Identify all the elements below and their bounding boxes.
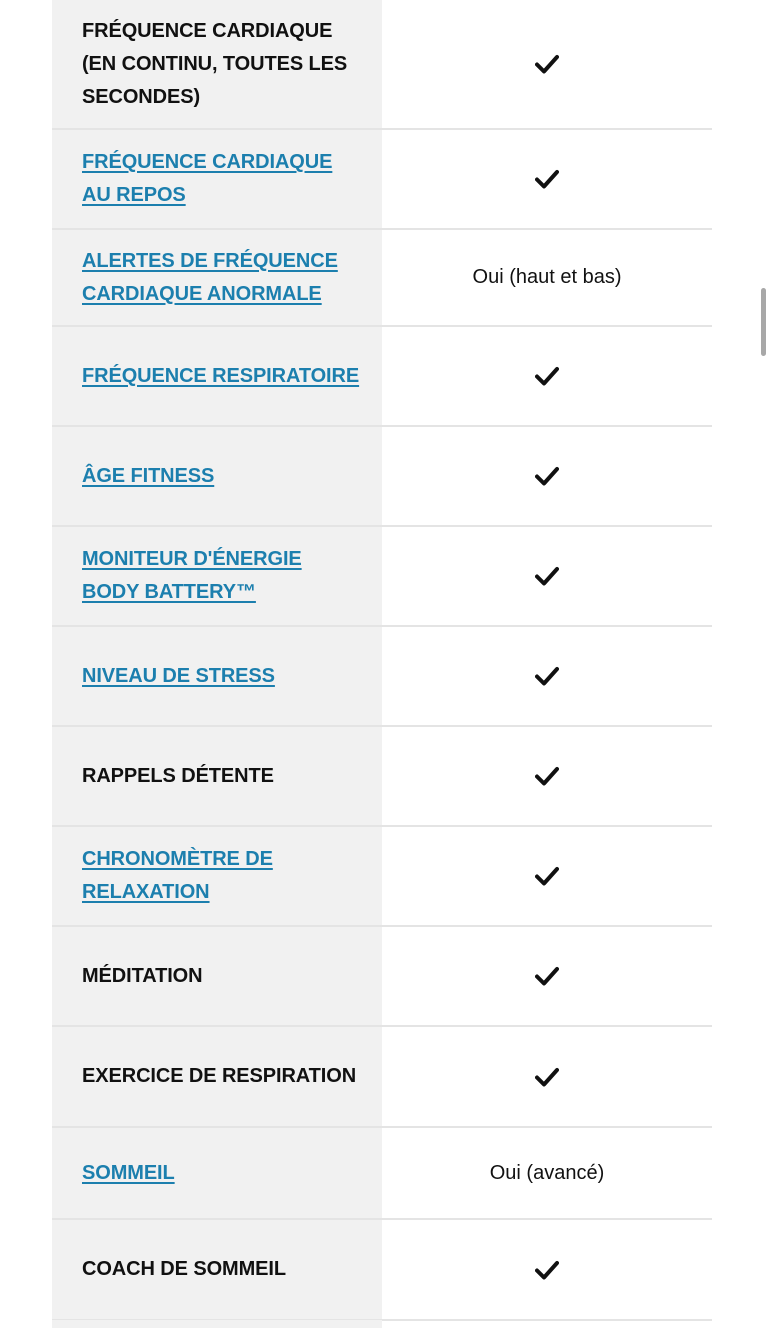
value-cell [382,327,712,425]
table-row [52,1128,712,1220]
checkmark-icon [535,866,559,886]
value-cell [382,1220,712,1319]
feature-cell [52,927,382,1025]
feature-cell [52,130,382,228]
feature-cell [52,1128,382,1218]
feature-cell [52,327,382,425]
checkmark-icon [535,766,559,786]
feature-link-resting-heart-rate[interactable]: FRÉQUENCE CARDIAQUE AU REPOS [82,151,333,206]
feature-cell [52,427,382,525]
feature-cell [52,627,382,725]
feature-cell [52,1027,382,1126]
table-row [52,927,712,1027]
feature-cell [52,827,382,925]
table-row [52,0,712,130]
feature-link-stress-level[interactable]: NIVEAU DE STRESS [82,664,275,687]
value-cell [382,1027,712,1126]
feature-link-relaxation-timer[interactable]: CHRONOMÈTRE DE RELAXATION [82,848,273,903]
scrollbar-thumb[interactable] [761,288,766,356]
checkmark-icon [535,54,559,74]
value-cell [382,0,712,128]
table-row [52,427,712,527]
next-row-partial [52,1320,382,1328]
checkmark-icon [535,1067,559,1087]
feature-label-meditation: MÉDITATION [82,964,203,987]
checkmark-icon [535,966,559,986]
feature-cell [52,727,382,825]
table-row [52,130,712,230]
value-cell [382,527,712,625]
checkmark-icon [535,169,559,189]
feature-label-sleep-coach: COACH DE SOMMEIL [82,1258,286,1280]
checkmark-icon [535,466,559,486]
value-cell [382,427,712,525]
checkmark-icon [535,566,559,586]
value-cell [382,230,712,325]
feature-label-heart-rate-continuous: FRÉQUENCE CARDIAQUE (EN CONTINU, TOUTES LES SECONDES) [82,19,348,108]
feature-link-fitness-age[interactable]: ÂGE FITNESS [82,464,215,487]
value-cell [382,727,712,825]
table-row [52,230,712,327]
checkmark-icon [535,666,559,686]
checkmark-icon [535,1260,559,1280]
table-row [52,1027,712,1128]
feature-comparison-table [52,0,712,1321]
feature-cell [52,1220,382,1319]
value-cell [382,627,712,725]
feature-label-relax-reminders: RAPPELS DÉTENTE [82,764,274,787]
value-text: Oui (avancé) [489,1161,605,1184]
feature-cell [52,0,382,128]
table-row [52,727,712,827]
value-cell [382,130,712,228]
feature-label-breathwork: EXERCICE DE RESPIRATION [82,1065,357,1087]
feature-link-sleep[interactable]: SOMMEIL [82,1161,175,1184]
feature-cell [52,527,382,625]
feature-link-body-battery[interactable]: MONITEUR D'ÉNERGIE BODY BATTERY™ [82,548,302,603]
feature-cell [52,230,382,325]
value-cell [382,927,712,1025]
value-cell [382,827,712,925]
feature-link-abnormal-heart-rate-alerts[interactable]: ALERTES DE FRÉQUENCE CARDIAQUE ANORMALE [82,249,338,305]
checkmark-icon [535,366,559,386]
value-cell [382,1128,712,1218]
table-row [52,1220,712,1321]
table-row [52,827,712,927]
feature-link-respiration-rate[interactable]: FRÉQUENCE RESPIRATOIRE [82,364,360,387]
table-row [52,327,712,427]
table-row [52,627,712,727]
value-text: Oui (haut et bas) [472,266,622,288]
table-row [52,527,712,627]
